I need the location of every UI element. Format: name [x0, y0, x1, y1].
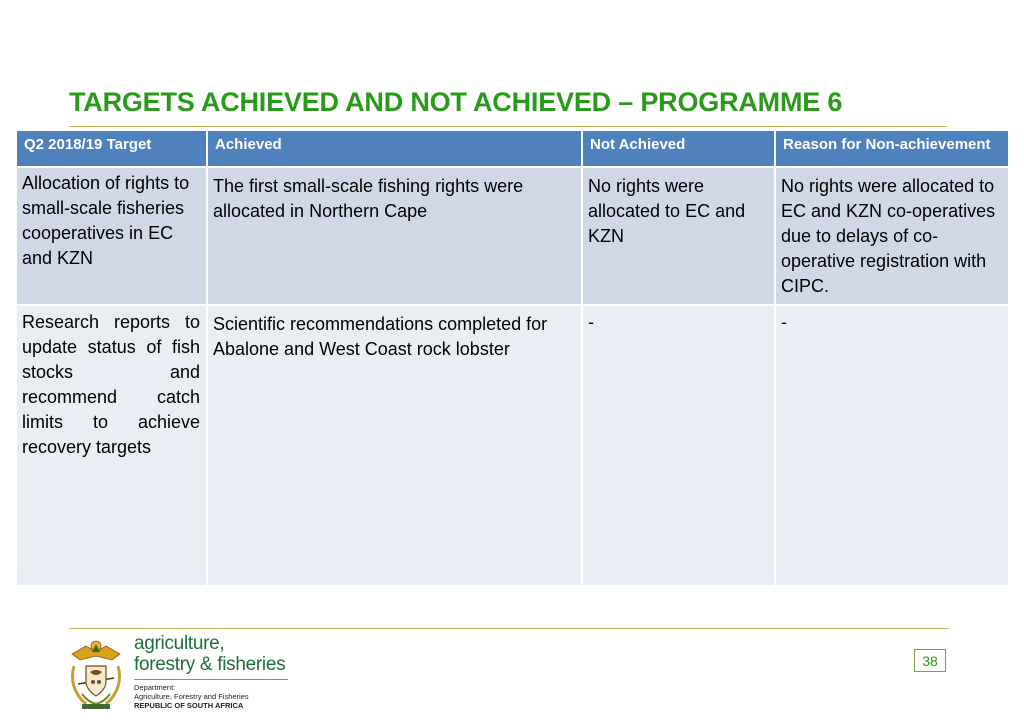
department-label: Department:: [134, 683, 176, 692]
header-not-achieved: Not Achieved: [582, 130, 775, 167]
brand-line-1: agriculture,: [134, 633, 225, 654]
header-reason: Reason for Non-achievement: [775, 130, 1009, 167]
department-name: Agriculture, Forestry and Fisheries: [134, 692, 249, 701]
cell-achieved: Scientific recommendations completed for Abalone and West Coast rock lobster: [207, 305, 582, 586]
header-achieved: Achieved: [207, 130, 582, 167]
table-row: [16, 167, 1009, 305]
page-number: 38: [914, 649, 946, 672]
targets-table: [15, 129, 1010, 587]
cell-target: Allocation of rights to small-scale fisheries cooperatives in EC and KZN: [16, 167, 207, 305]
cell-not-achieved: -: [582, 305, 775, 586]
brand-divider: [134, 679, 288, 680]
slide-title: TARGETS ACHIEVED AND NOT ACHIEVED – PROGRAMME 6: [69, 87, 843, 117]
header-target: Q2 2018/19 Target: [16, 130, 207, 167]
table-row: [16, 305, 1009, 586]
brand-line-2: forestry & fisheries: [134, 654, 286, 675]
cell-not-achieved: No rights were allocated to EC and KZN: [582, 167, 775, 305]
cell-reason: -: [775, 305, 1009, 586]
cell-reason: No rights were allocated to EC and KZN co-operatives due to delays of co-operative registration with CIPC.: [775, 167, 1009, 305]
cell-achieved: The first small-scale fishing rights were allocated in Northern Cape: [207, 167, 582, 305]
cell-target: Research reports to update status of fish stocks and recommend catch limits to achieve recovery targets: [16, 305, 207, 586]
coat-of-arms-icon: [68, 638, 124, 710]
footer-divider: [69, 628, 949, 629]
country-name: REPUBLIC OF SOUTH AFRICA: [134, 701, 244, 710]
table-header-row: [16, 130, 1009, 167]
title-divider: [69, 126, 947, 127]
